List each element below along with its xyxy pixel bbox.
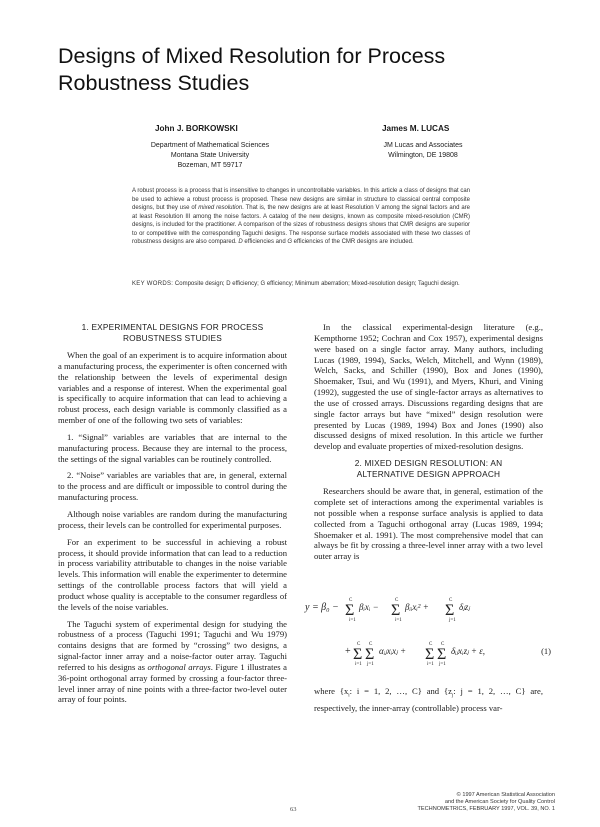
svg-text:δᵢⱼxᵢzⱼ + ε,: δᵢⱼxᵢzⱼ + ε, [451,646,486,656]
svg-text:βᵢxᵢ −: βᵢxᵢ − [359,602,379,612]
equation-graphic [303,590,553,680]
author-2-affiliation [348,141,498,161]
page-number: 63 [290,806,297,813]
abstract: A robust process is a process that is insensitive to changes in uncontrollable variables. In this article a class of designs that can be used to achieve a robust process is proposed. These new designs are similar in structure to classical central composite designs, but they use of mixed resolution. That is, the new designs are at least Resolution V among the signal factors and are at least Resolution III among the noise factors. A catalog of the new designs, known as composite mixed-resolution (CMR) designs, is included for the practitioner. A comparison of the sizes of robustness designs shows that CMR designs are superior to or competitive with the corresponding Taguchi designs. The response surface models associated with these two classes of robustness designs are also compared. D efficiencies and G efficiencies of the CMR designs are included. [132,188,470,245]
paragraph: The Taguchi system of experimental design for studying the robustness of a process (Taguchi 1991; Taguchi and Wu 1979) contains designs that are formed by “crossing” two designs, a signal-factor inner array and a noise-factor outer array. Taguchi referred to his designs as orthogonal arrays. Figure 1 illustrates a 36-point orthogonal array formed by crossing a four-factor three-level inner array of nine points with a three-factor two-level outer array of four points. [58,618,287,705]
copyright-notice: © 1997 American Statistical Association and the American Society for Quality Control TECHNOMETRICS, FEBRUARY 1997, VOL. 39, NO. 1 [417,792,555,812]
svg-text:C: C [349,598,353,603]
svg-text:j=1: j=1 [449,618,456,623]
svg-text:i=1: i=1 [349,618,356,623]
paragraph: 1. “Signal” variables are variables that are internal to the manufacturing process. Because they are internal to the process, the settings of the signal variables can be routinely controlled. [58,431,287,464]
svg-text:Σ: Σ [345,602,355,619]
svg-text:i=1: i=1 [355,662,362,667]
svg-text:C: C [357,642,361,647]
title-line-1: Designs of Mixed Resolution for Process [58,44,446,68]
svg-text:j=1: j=1 [367,662,374,667]
svg-text:αᵢⱼxᵢxⱼ +: αᵢⱼxᵢxⱼ + [379,646,407,656]
svg-text:C: C [441,642,445,647]
svg-text:C: C [429,642,433,647]
paragraph: In the classical experimental-design literature (e.g., Kempthorne 1952; Cochran and Cox 1957), experimental designs were based on a single factor array. Many authors, including Lucas (1989, 1994), Sacks, Welch, Mitchell, and Wynn (1989), Welch, Sacks, and Schiller (1990), Box and Jones (1990), Shoemaker, Tsui, and Wu (1991), and Myers, Khuri, and Vining (1992), suggested the use of single-factor arrays as alternatives to the use of crossed arrays. Discussions regarding designs that are single factor arrays but have “mixed” design resolution were presented by Lucas (1989, 1994) Box and Jones (1990) also discussed designs of mixed resolution. In this article we further develop and evaluate properties of mixed-resolution designs. [314,322,543,452]
right-column [314,322,543,568]
keywords-label: KEY WORDS: [132,281,174,287]
affiliation-line: Montana State University [170,152,250,159]
title-line-2: Robustness Studies [58,71,250,95]
paragraph: Although noise variables are random during the manufacturing process, their levels can be controlled for experimental purposes. [58,508,287,530]
affiliation-line: Department of Mathematical Sciences [150,142,270,149]
affiliation-line: JM Lucas and Associates [383,142,463,149]
svg-text:i=1: i=1 [395,618,402,623]
svg-text:C: C [449,598,453,603]
author-2-name: James M. LUCAS [382,124,450,133]
svg-text:Σ: Σ [425,646,435,663]
svg-text:Σ: Σ [437,646,447,663]
section-2-heading: 2. MIXED DESIGN RESOLUTION: AN ALTERNATIVE DESIGN APPROACH [354,458,503,479]
section-1-heading: 1. EXPERIMENTAL DESIGNS FOR PROCESS ROBUSTNESS STUDIES [81,322,264,343]
keywords-text: Composite design; D efficiency; G efficiency; Minimum aberration; Mixed-resolution design; Taguchi design. [174,281,460,287]
svg-text:i=1: i=1 [427,662,434,667]
equation-number: (1) [541,646,551,656]
paragraph: 2. “Noise” variables are variables that are, in general, external to the process and are difficult or impossible to control during the manufacturing process. [58,470,287,503]
svg-text:C: C [369,642,373,647]
author-1-name: John J. BORKOWSKI [155,124,238,133]
paper-title [58,43,528,97]
affiliation-line: Wilmington, DE 19808 [388,152,458,159]
paragraph: Researchers should be aware that, in general, estimation of the complete set of interactions among the experimental variables is not possible when a response surface analysis is applied to data collected from a Taguchi orthogonal array (Lucas 1989, 1994; Shoemaker et al. 1991). The most comprehensive model that can always be fit by crossing a three-level inner array with a two level outer array is [314,486,543,562]
svg-text:y = β₀ −: y = β₀ − [305,602,339,613]
right-column-continued [314,686,543,719]
paragraph: For an experiment to be successful in achieving a robust process, it should provide information that can lead to a reduction in process variability attributable to changes in the noise variable levels. This information will enable the experimenter to determine settings of the controllable process factors that will yield a product whose quality is acceptable to the consumer regardless of the levels of the noise variables. [58,536,287,612]
left-column [58,322,287,711]
affiliation-line: Bozeman, MT 59717 [177,162,243,169]
equation-1 [303,590,553,680]
author-1-affiliation [135,141,285,171]
svg-text:δⱼzⱼ: δⱼzⱼ [459,602,470,612]
svg-text:Σ: Σ [365,646,375,663]
svg-text:C: C [395,598,399,603]
svg-text:Σ: Σ [391,602,401,619]
paragraph: where {$x_i$: i = 1, 2, …, C} and {$z_j$: j = 1, 2, …, C} are, respectively, the inner-array (controllable) process var- [314,686,543,713]
svg-text:j=1: j=1 [439,662,446,667]
paragraph: When the goal of an experiment is to acquire information about a manufacturing process, the experimenter is often concerned with the relationship between the levels of experimental design variables and a response of interest. When the experimental goal is specifically to acquire information that can lead to achieving a robust process, each design variable is commonly classified as a member of one of the following two sets of variables: [58,350,287,426]
svg-text:Σ: Σ [445,602,455,619]
svg-text:Σ: Σ [353,646,363,663]
svg-text:+: + [345,646,351,657]
svg-text:βᵢᵢxᵢ² +: βᵢᵢxᵢ² + [405,602,429,612]
keywords [132,280,470,289]
